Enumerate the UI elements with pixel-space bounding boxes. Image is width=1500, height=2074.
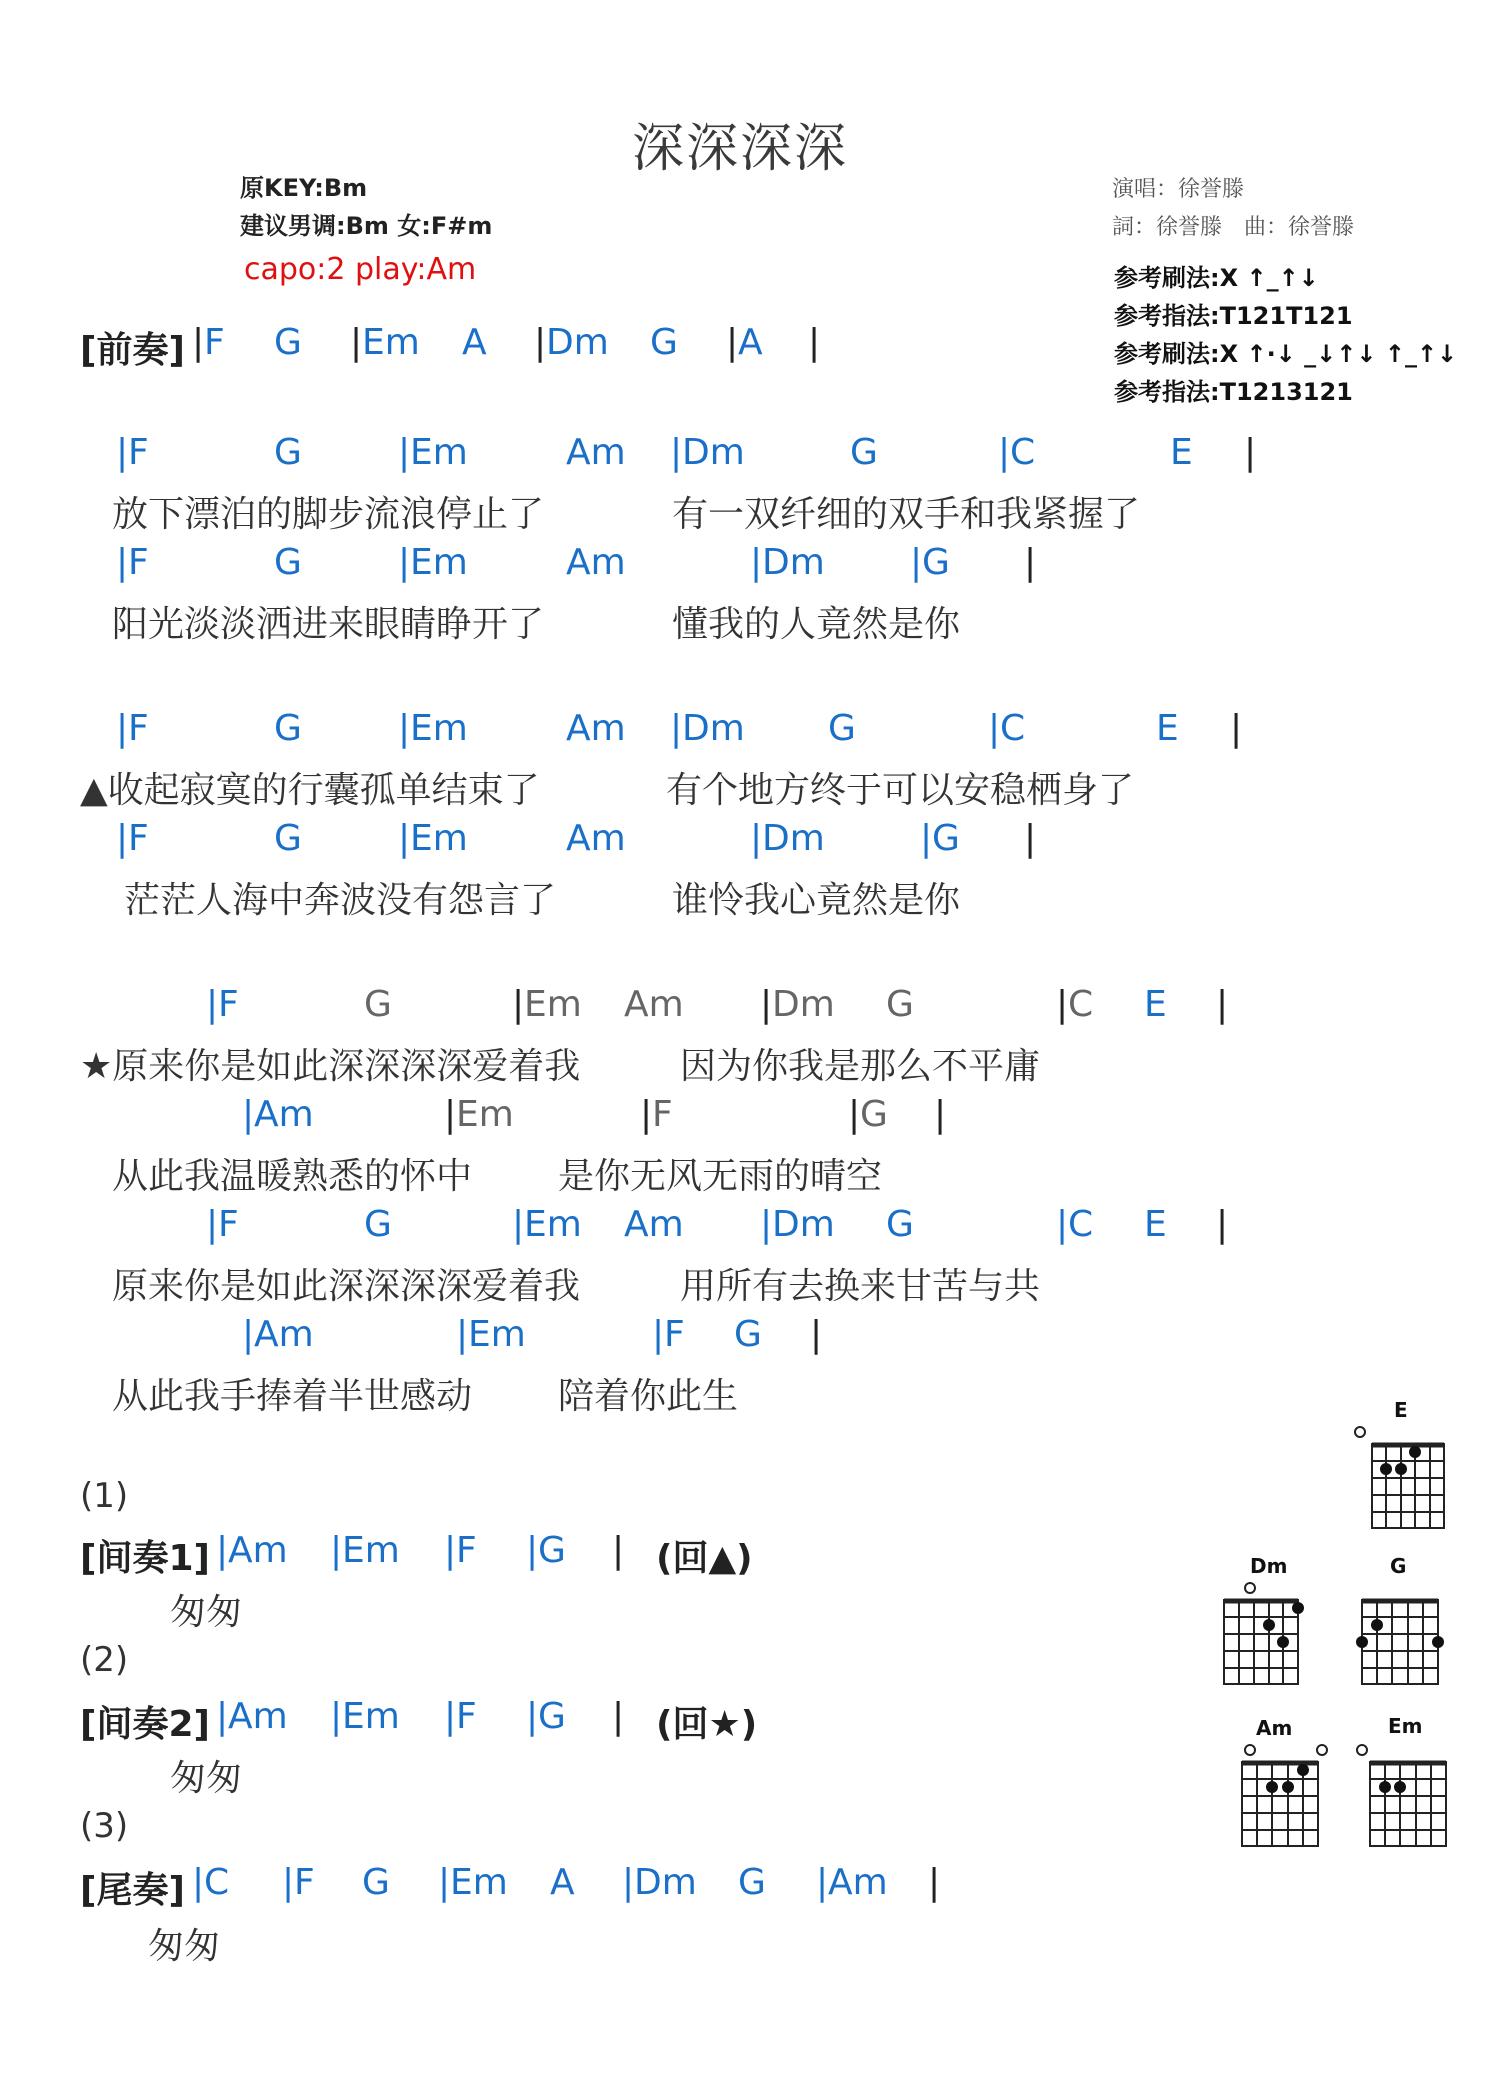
- chord-diagram-g: [1356, 1580, 1452, 1690]
- bar-line: |: [206, 1204, 219, 1245]
- bar-line: |: [750, 818, 763, 859]
- lyric-line: 从此我手捧着半世感动: [112, 1376, 473, 1417]
- bar-line: |: [116, 432, 129, 473]
- chord: E: [1170, 432, 1193, 473]
- bar-line: |: [116, 708, 129, 749]
- bar-line: |: [1244, 432, 1257, 473]
- bar-line: |: [456, 1314, 469, 1355]
- chord: G: [932, 818, 960, 859]
- section-number: (1): [80, 1476, 129, 1516]
- singer-credit: 演唱：徐誉滕: [1112, 177, 1245, 202]
- chord: Em: [342, 1696, 400, 1737]
- bar-line: |: [216, 1696, 229, 1737]
- bar-line: |: [1024, 818, 1037, 859]
- chord: F: [456, 1530, 477, 1571]
- chord: G: [274, 708, 302, 749]
- lyric-line: 有一双纤细的双手和我紧握了: [672, 494, 1141, 535]
- chord: F: [294, 1862, 315, 1903]
- chord-diagram-am: [1238, 1740, 1328, 1850]
- bar-line: |: [810, 1314, 823, 1355]
- writer-credit: 詞：徐誉滕 曲：徐誉滕: [1112, 215, 1355, 240]
- bar-line: |: [350, 322, 363, 363]
- bar-line: |: [526, 1530, 539, 1571]
- bar-line: |: [612, 1696, 625, 1737]
- bar-line: |: [670, 708, 683, 749]
- lyric-line: ▲收起寂寞的行囊孤单结束了: [80, 770, 540, 811]
- chord: Dm: [772, 1204, 835, 1245]
- bar-line: |: [816, 1862, 829, 1903]
- bar-line: |: [998, 432, 1011, 473]
- bar-line: |: [282, 1862, 295, 1903]
- original-key: 原KEY:Bm: [240, 174, 368, 202]
- chord: Am: [254, 1094, 314, 1135]
- chord: C: [1010, 432, 1036, 473]
- chord: Am: [254, 1314, 314, 1355]
- chord: Em: [450, 1862, 508, 1903]
- diagram-label-dm: Dm: [1250, 1554, 1288, 1578]
- chord: E: [1144, 984, 1167, 1025]
- chord: G: [274, 322, 302, 363]
- chord: Am: [624, 984, 684, 1025]
- chord: G: [886, 1204, 914, 1245]
- chord: F: [652, 1094, 673, 1135]
- chord: Am: [228, 1696, 288, 1737]
- lyric-line: 陪着你此生: [558, 1376, 739, 1417]
- bar-line: |: [398, 432, 411, 473]
- chord: G: [538, 1696, 566, 1737]
- bar-line: |: [726, 322, 739, 363]
- bar-line: |: [1024, 542, 1037, 583]
- bar-line: |: [928, 1862, 941, 1903]
- chord-diagram-e: [1356, 1424, 1446, 1534]
- lyric-line: 放下漂泊的脚步流浪停止了: [112, 494, 545, 535]
- lyric-line: 懂我的人竟然是你: [672, 604, 961, 645]
- chord-diagram-dm: [1220, 1580, 1310, 1690]
- chord: F: [128, 708, 149, 749]
- bar-line: |: [1230, 708, 1243, 749]
- bar-line: |: [526, 1696, 539, 1737]
- lyric-line: 茫茫人海中奔波没有怨言了: [124, 880, 557, 921]
- bar-line: |: [750, 542, 763, 583]
- bar-line: |: [760, 1204, 773, 1245]
- interlude2-label: [间奏2]: [80, 1704, 210, 1745]
- bar-line: |: [444, 1530, 457, 1571]
- repeat-mark: (回▲): [656, 1538, 753, 1579]
- chord: Em: [410, 708, 468, 749]
- chord: G: [738, 1862, 766, 1903]
- chord: Dm: [546, 322, 609, 363]
- chord: Am: [566, 818, 626, 859]
- bar-line: |: [438, 1862, 451, 1903]
- chord: G: [850, 432, 878, 473]
- chord: Dm: [682, 432, 745, 473]
- lyric-line: ★原来你是如此深深深深爱着我: [80, 1046, 581, 1087]
- strum-pattern-1: 参考刷法:X ↑_↑↓: [1114, 264, 1319, 292]
- chord: G: [274, 432, 302, 473]
- chord: Am: [624, 1204, 684, 1245]
- chord: Am: [566, 432, 626, 473]
- chord: Em: [410, 432, 468, 473]
- bar-line: |: [652, 1314, 665, 1355]
- bar-line: |: [1216, 984, 1229, 1025]
- chord: G: [650, 322, 678, 363]
- chord: C: [1068, 984, 1094, 1025]
- bar-line: |: [1056, 984, 1069, 1025]
- chord-diagram-em: [1356, 1740, 1452, 1850]
- finger-pattern-1: 参考指法:T121T121: [1114, 302, 1353, 330]
- capo-info: capo:2 play:Am: [244, 252, 477, 287]
- chord: F: [128, 432, 149, 473]
- bar-line: |: [116, 542, 129, 583]
- intro-label: [前奏]: [80, 330, 185, 371]
- chord: E: [1156, 708, 1179, 749]
- bar-line: |: [622, 1862, 635, 1903]
- chord: G: [734, 1314, 762, 1355]
- bar-line: |: [330, 1530, 343, 1571]
- chord: Dm: [682, 708, 745, 749]
- bar-line: |: [398, 708, 411, 749]
- repeat-mark: (回★): [656, 1704, 758, 1745]
- chord: G: [364, 984, 392, 1025]
- chord: C: [204, 1862, 230, 1903]
- chord: F: [128, 818, 149, 859]
- bar-line: |: [848, 1094, 861, 1135]
- lyric-line: 从此我温暖熟悉的怀中: [112, 1156, 473, 1197]
- chord: G: [860, 1094, 888, 1135]
- song-title: 深深深深: [632, 119, 849, 179]
- section-number: (2): [80, 1640, 129, 1680]
- lyric-line: 原来你是如此深深深深爱着我: [112, 1266, 581, 1307]
- bar-line: |: [512, 1204, 525, 1245]
- chord: G: [274, 542, 302, 583]
- chord: Em: [468, 1314, 526, 1355]
- chord: Am: [566, 542, 626, 583]
- bar-line: |: [934, 1094, 947, 1135]
- bar-line: |: [1216, 1204, 1229, 1245]
- bar-line: |: [670, 432, 683, 473]
- chord: G: [922, 542, 950, 583]
- chord: G: [886, 984, 914, 1025]
- chord: Am: [566, 708, 626, 749]
- lyric-line: 是你无风无雨的晴空: [558, 1156, 883, 1197]
- bar-line: |: [534, 322, 547, 363]
- bar-line: |: [988, 708, 1001, 749]
- diagram-label-e: E: [1394, 1398, 1408, 1422]
- bar-line: |: [444, 1696, 457, 1737]
- chord: F: [218, 1204, 239, 1245]
- strum-pattern-2: 参考刷法:X ↑·↓ _↓↑↓ ↑_↑↓: [1114, 340, 1458, 368]
- chord: Dm: [762, 542, 825, 583]
- chord: Dm: [762, 818, 825, 859]
- bar-line: |: [760, 984, 773, 1025]
- chord: A: [738, 322, 763, 363]
- chord: G: [362, 1862, 390, 1903]
- chord: G: [274, 818, 302, 859]
- bar-line: |: [808, 322, 821, 363]
- chord: Dm: [772, 984, 835, 1025]
- chord: Em: [456, 1094, 514, 1135]
- chord: A: [550, 1862, 575, 1903]
- interlude1-label: [间奏1]: [80, 1538, 210, 1579]
- chord: Am: [228, 1530, 288, 1571]
- chord: A: [462, 322, 487, 363]
- bar-line: |: [192, 1862, 205, 1903]
- bar-line: |: [612, 1530, 625, 1571]
- outro-label: [尾奏]: [80, 1870, 185, 1911]
- bar-line: |: [640, 1094, 653, 1135]
- chord: Dm: [634, 1862, 697, 1903]
- bar-line: |: [398, 542, 411, 583]
- chord: Em: [524, 984, 582, 1025]
- lyric-line: 阳光淡淡洒进来眼睛睁开了: [112, 604, 545, 645]
- bar-line: |: [206, 984, 219, 1025]
- lyric-line: 匆匆: [170, 1758, 243, 1799]
- chord: Em: [524, 1204, 582, 1245]
- bar-line: |: [512, 984, 525, 1025]
- section-number: (3): [80, 1806, 129, 1846]
- bar-line: |: [398, 818, 411, 859]
- lyric-line: 匆匆: [148, 1926, 221, 1967]
- bar-line: |: [242, 1094, 255, 1135]
- chord: F: [218, 984, 239, 1025]
- chord: Em: [362, 322, 420, 363]
- bar-line: |: [920, 818, 933, 859]
- chord: F: [456, 1696, 477, 1737]
- chord: Em: [410, 818, 468, 859]
- bar-line: |: [1056, 1204, 1069, 1245]
- lyric-line: 有个地方终于可以安稳栖身了: [666, 770, 1135, 811]
- lyric-line: 匆匆: [170, 1592, 243, 1633]
- diagram-label-g: G: [1390, 1554, 1407, 1578]
- chord: Em: [410, 542, 468, 583]
- bar-line: |: [330, 1696, 343, 1737]
- bar-line: |: [910, 542, 923, 583]
- chord: G: [538, 1530, 566, 1571]
- bar-line: |: [192, 322, 205, 363]
- bar-line: |: [242, 1314, 255, 1355]
- chord: F: [664, 1314, 685, 1355]
- bar-line: |: [444, 1094, 457, 1135]
- lyric-line: 用所有去换来甘苦与共: [680, 1266, 1041, 1307]
- chord: E: [1144, 1204, 1167, 1245]
- chord: F: [128, 542, 149, 583]
- finger-pattern-2: 参考指法:T1213121: [1114, 378, 1353, 406]
- lyric-line: 因为你我是那么不平庸: [680, 1046, 1041, 1087]
- diagram-label-em: Em: [1388, 1714, 1423, 1738]
- chord: G: [828, 708, 856, 749]
- chord: F: [204, 322, 225, 363]
- chord: C: [1068, 1204, 1094, 1245]
- bar-line: |: [216, 1530, 229, 1571]
- suggested-key: 建议男调:Bm 女:F#m: [240, 212, 493, 240]
- chord: C: [1000, 708, 1026, 749]
- chord: Em: [342, 1530, 400, 1571]
- lyric-line: 谁怜我心竟然是你: [672, 880, 961, 921]
- bar-line: |: [116, 818, 129, 859]
- chord: Am: [828, 1862, 888, 1903]
- chord: G: [364, 1204, 392, 1245]
- diagram-label-am: Am: [1256, 1716, 1293, 1740]
